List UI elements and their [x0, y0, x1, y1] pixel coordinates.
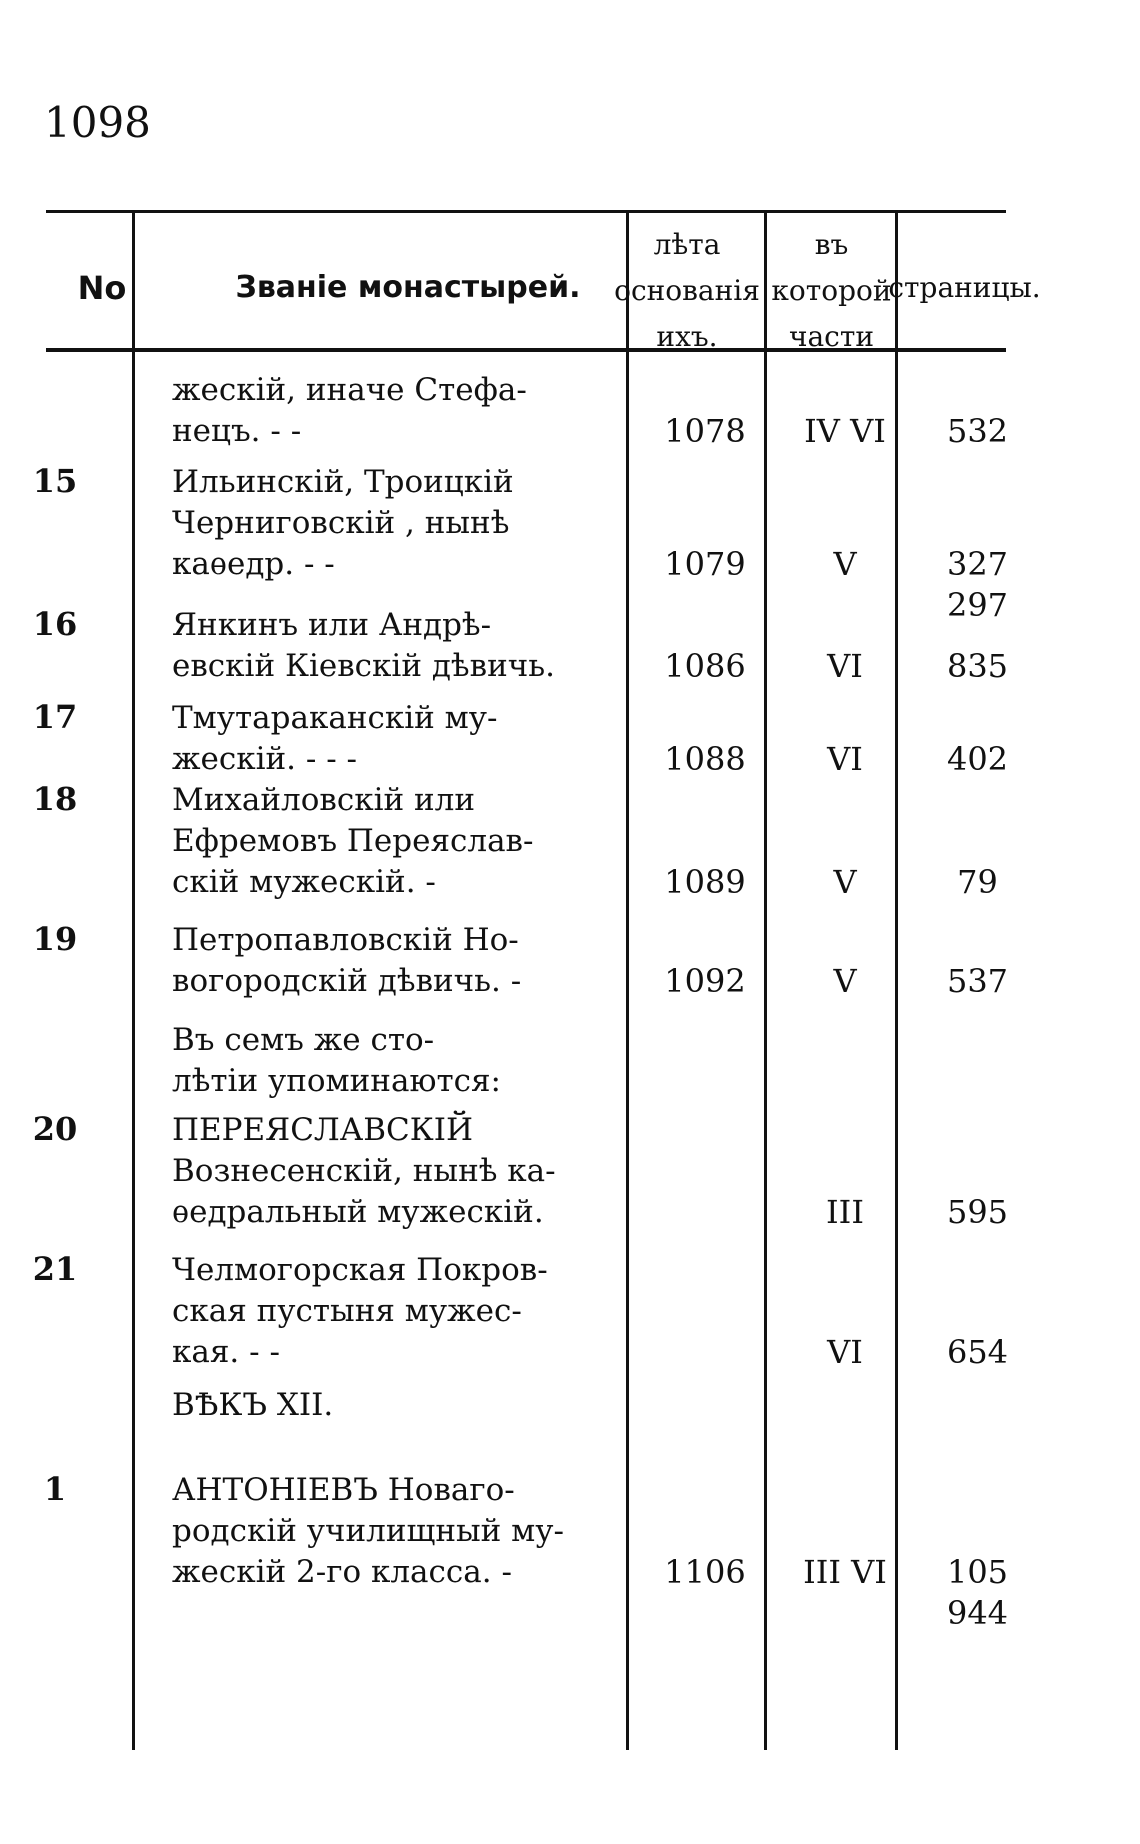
monastery-name: [172, 1110, 632, 1233]
year-cell: 1079: [664, 545, 746, 583]
page-cell: 105 944: [946, 1553, 1009, 1632]
monastery-name-line: скій мужескій. -: [172, 864, 436, 900]
monastery-name-line: жескій 2-го класса. -: [172, 1554, 512, 1590]
page-cell: 654: [946, 1333, 1009, 1371]
year-cell: 1106: [664, 1553, 746, 1591]
page-cell: 835: [946, 647, 1009, 685]
part-cell: VI: [827, 647, 863, 685]
monastery-name-line: АНТОНІЕВЪ Новаго-: [172, 1472, 515, 1508]
monastery-name-line: ПЕРЕЯСЛАВСКІЙ: [172, 1112, 474, 1148]
monastery-name: [172, 605, 632, 687]
year-cell: 1088: [664, 740, 746, 778]
monastery-name-line: ѳедральный мужескій.: [172, 1194, 544, 1230]
header-no: No: [77, 269, 127, 307]
part-cell: VI: [827, 740, 863, 778]
monastery-name: [172, 1250, 632, 1373]
monastery-name: [172, 1470, 632, 1593]
year-cell: 1086: [664, 647, 746, 685]
row-number: 15: [32, 462, 78, 500]
monastery-name: [172, 698, 632, 780]
monastery-name-line: Въ семъ же сто-: [172, 1022, 435, 1058]
year-cell: 1089: [664, 863, 746, 901]
monastery-name: [172, 920, 632, 1002]
monastery-name-line: Петропавловскій Но-: [172, 922, 519, 958]
monastery-name-line: Михайловскій или: [172, 782, 476, 818]
page-cell: 595: [946, 1193, 1009, 1231]
header-name: Званіе монастырей.: [235, 270, 581, 305]
monastery-name-line: Челмогорская Покров-: [172, 1252, 548, 1288]
page-number: 1098: [44, 98, 151, 147]
monastery-name-line: Черниговскій , нынѣ: [172, 505, 510, 541]
monastery-name: [172, 1020, 632, 1102]
header-part: въ которой части: [771, 228, 892, 353]
row-number: 19: [32, 920, 78, 958]
year-cell: 1092: [664, 962, 746, 1000]
col-divider-no: [132, 210, 135, 1750]
part-cell: III VI: [803, 1553, 887, 1591]
monastery-name: [172, 370, 632, 452]
monastery-name-line: ВѢКЪ XII.: [172, 1387, 334, 1423]
monastery-name-line: кая. - -: [172, 1334, 280, 1370]
row-number: 17: [32, 698, 78, 736]
monastery-name-line: Тмутараканскій му-: [172, 700, 498, 736]
row-number: 21: [32, 1250, 78, 1288]
part-cell: V: [833, 863, 857, 901]
monastery-name-line: каѳедр. - -: [172, 546, 335, 582]
part-cell: III: [826, 1193, 864, 1231]
monastery-name: [172, 780, 632, 903]
page-cell: 532: [946, 412, 1009, 450]
header-page: страницы.: [888, 271, 1041, 304]
part-cell: IV VI: [804, 412, 886, 450]
monastery-name-line: ская пустыня мужес-: [172, 1293, 522, 1329]
monastery-name-line: лѣтіи упоминаются:: [172, 1063, 501, 1099]
monastery-name-line: Янкинъ или Андрѣ-: [172, 607, 492, 643]
monastery-name-line: жескій. - - -: [172, 741, 358, 777]
part-cell: VI: [827, 1333, 863, 1371]
monastery-name-line: евскій Кіевскій дѣвичь.: [172, 648, 555, 684]
monastery-name-line: родскій училищный му-: [172, 1513, 565, 1549]
monastery-name-line: Ефремовъ Переяслав-: [172, 823, 534, 859]
part-cell: V: [833, 962, 857, 1000]
monastery-name-line: нецъ. - -: [172, 413, 302, 449]
monastery-name-line: вогородскій дѣвичь. -: [172, 963, 522, 999]
part-cell: V: [833, 545, 857, 583]
year-cell: 1078: [664, 412, 746, 450]
row-number: 20: [32, 1110, 78, 1148]
row-number: 16: [32, 605, 78, 643]
header-year: лѣта основанія ихъ.: [614, 228, 760, 353]
monastery-name-line: жескій, иначе Стефа-: [172, 372, 527, 408]
monastery-name-line: Вознесенскій, нынѣ ка-: [172, 1153, 556, 1189]
monastery-name-line: Ильинскій, Троицкій: [172, 464, 514, 500]
table-top-rule: [46, 210, 1006, 213]
row-number: 18: [32, 780, 78, 818]
page-cell: 327 297: [946, 545, 1009, 624]
page-cell: 402: [946, 740, 1009, 778]
page-cell: 79: [957, 863, 998, 901]
monastery-name: [172, 1385, 632, 1426]
page-cell: 537: [946, 962, 1009, 1000]
monastery-name: [172, 462, 632, 585]
row-number: 1: [43, 1470, 67, 1508]
